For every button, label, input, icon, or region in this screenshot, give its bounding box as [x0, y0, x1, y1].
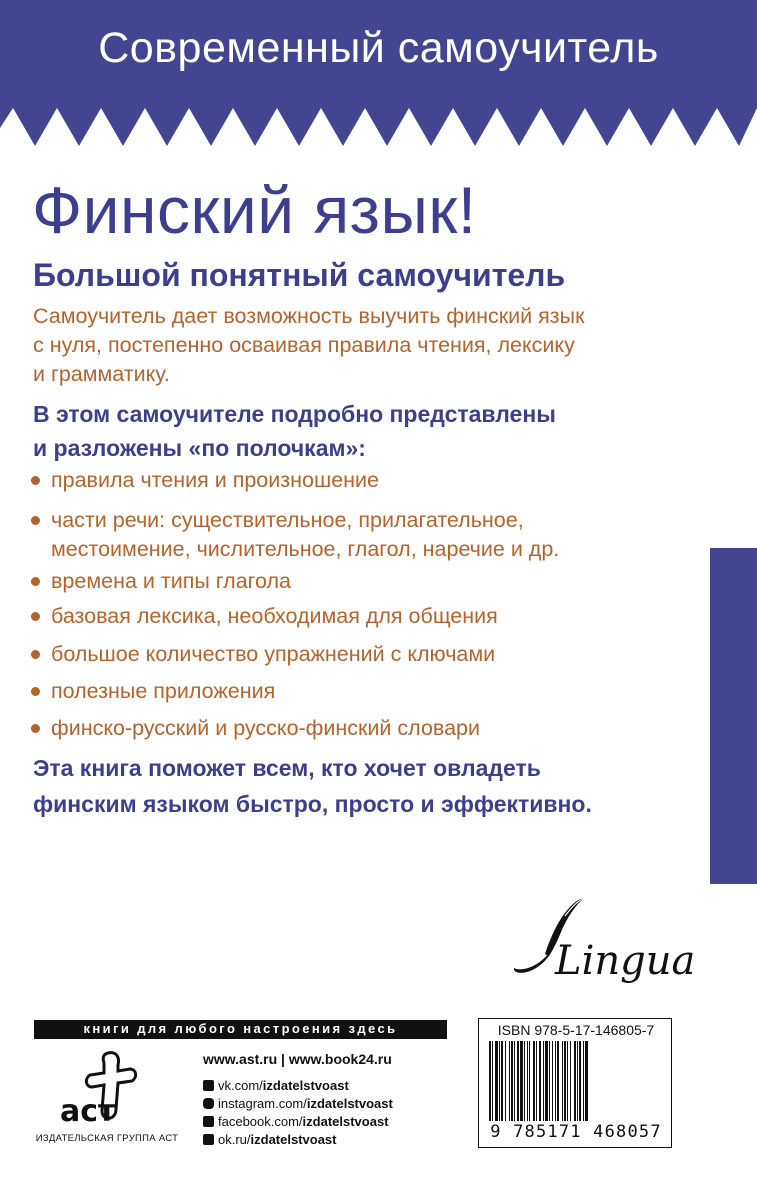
ast-logo-text: аст: [60, 1094, 116, 1129]
bullet-dot-icon: [31, 577, 40, 586]
barcode-bar: [524, 1041, 525, 1121]
feature-text: полезные приложения: [51, 679, 276, 703]
intro-line: с нуля, постепенно осваивая правила чтения, лексику: [33, 333, 575, 357]
barcode-bar: [543, 1041, 544, 1121]
odnoklassniki-icon: [203, 1134, 214, 1145]
barcode-bar: [555, 1041, 556, 1121]
social-handle: izdatelstvoast: [306, 1096, 393, 1111]
social-link-facebook[interactable]: [203, 1114, 393, 1132]
publisher-name: ИЗДАТЕЛЬСКАЯ ГРУППА АСТ: [35, 1133, 179, 1144]
isbn-label: ISBN 978-5-17-146805-7: [497, 1022, 655, 1038]
barcode-bar: [501, 1041, 503, 1121]
bullet-dot-icon: [31, 724, 40, 733]
instagram-icon: [203, 1098, 214, 1109]
barcode-bar: [495, 1041, 498, 1121]
feature-text: времена и типы глагола: [51, 569, 292, 593]
bullet-dot-icon: [31, 650, 40, 659]
barcode-bar: [509, 1041, 510, 1121]
barcode-bar: [557, 1041, 559, 1121]
website-links[interactable]: www.ast.ru | www.book24.ru: [203, 1051, 392, 1067]
intro-line: и грамматику.: [33, 362, 170, 386]
barcode-bar: [583, 1041, 584, 1121]
lead-line: и разложены «по полочкам»:: [33, 435, 366, 461]
social-prefix: facebook.com/: [218, 1114, 303, 1129]
social-prefix: instagram.com/: [218, 1096, 307, 1111]
barcode-bar: [514, 1041, 515, 1121]
feature-text-line: местоимение, числительное, глагол, наречие и др.: [51, 537, 560, 561]
book-subtitle: Большой понятный самоучитель: [33, 257, 566, 293]
isbn-digits: 9 785171 468057: [490, 1122, 662, 1142]
social-link-ok[interactable]: [203, 1132, 393, 1150]
isbn-barcode-box: [478, 1018, 672, 1148]
bullet-dot-icon: [31, 687, 40, 696]
barcode-bar: [517, 1041, 519, 1121]
intro-paragraph: [33, 302, 683, 389]
lingua-logo: [505, 896, 696, 994]
barcode-bar: [489, 1041, 491, 1121]
lead-line: В этом самоучителе подробно представлены: [33, 401, 556, 427]
tagline-text: книги для любого настроения здесь: [83, 1021, 398, 1036]
barcode-bar: [562, 1041, 563, 1121]
feature-text: [51, 506, 671, 564]
barcode-bar: [539, 1041, 541, 1121]
banner-zigzag-shape: [0, 0, 757, 146]
barcode-bar: [492, 1041, 493, 1121]
social-handle: izdatelstvoast: [262, 1078, 349, 1093]
series-title: Современный самоучитель: [98, 24, 659, 72]
book-title: Финский язык!: [32, 173, 477, 247]
spine-color-strip: [710, 548, 757, 884]
tagline-bar: [34, 1020, 447, 1039]
barcode-bar: [505, 1041, 506, 1121]
barcode-bar: [545, 1041, 548, 1121]
barcode-bar: [570, 1041, 571, 1121]
bullet-dot-icon: [31, 476, 40, 485]
social-prefix: ok.ru/: [218, 1132, 251, 1147]
feature-text-line: части речи: существительное, прилагательное,: [51, 508, 524, 532]
ast-publisher-logo: [58, 1049, 138, 1131]
bullet-dot-icon: [31, 516, 40, 525]
social-links: [203, 1078, 393, 1150]
social-handle: izdatelstvoast: [302, 1114, 389, 1129]
facebook-icon: [203, 1116, 214, 1127]
feature-text: большое количество упражнений с ключами: [51, 642, 496, 666]
barcode-bar: [574, 1041, 576, 1121]
closing-line: финским языком быстро, просто и эффективно.: [33, 791, 592, 817]
social-handle: izdatelstvoast: [250, 1132, 337, 1147]
social-prefix: vk.com/: [218, 1078, 263, 1093]
series-banner: [0, 0, 757, 146]
barcode-graphic: [487, 1041, 665, 1121]
barcode-bar: [499, 1041, 500, 1121]
barcode-bar: [549, 1041, 550, 1121]
lead-paragraph: [33, 397, 683, 465]
closing-line: Эта книга поможет всем, кто хочет овладеть: [33, 755, 541, 781]
feature-text: базовая лексика, необходимая для общения: [51, 604, 498, 628]
feature-text: правила чтения и произношение: [51, 468, 380, 492]
closing-paragraph: [33, 750, 683, 822]
bullet-dot-icon: [31, 612, 40, 621]
barcode-bar: [511, 1041, 513, 1121]
vk-icon: [203, 1080, 214, 1091]
intro-line: Самоучитель дает возможность выучить финский язык: [33, 304, 585, 328]
barcode-bar: [577, 1041, 578, 1121]
barcode-bar: [585, 1041, 588, 1121]
barcode-bar: [579, 1041, 581, 1121]
barcode-bar: [529, 1041, 530, 1121]
barcode-bar: [567, 1041, 568, 1121]
feature-text: финско-русский и русско-финский словари: [51, 716, 481, 740]
barcode-bar: [533, 1041, 535, 1121]
barcode-bar: [564, 1041, 566, 1121]
lingua-logo-text: Lingua: [555, 938, 696, 984]
barcode-bar: [520, 1041, 523, 1121]
barcode-bar: [536, 1041, 537, 1121]
barcode-bar: [527, 1041, 528, 1121]
social-link-vk[interactable]: [203, 1078, 393, 1096]
social-link-instagram[interactable]: [203, 1096, 393, 1114]
barcode-bar: [552, 1041, 553, 1121]
